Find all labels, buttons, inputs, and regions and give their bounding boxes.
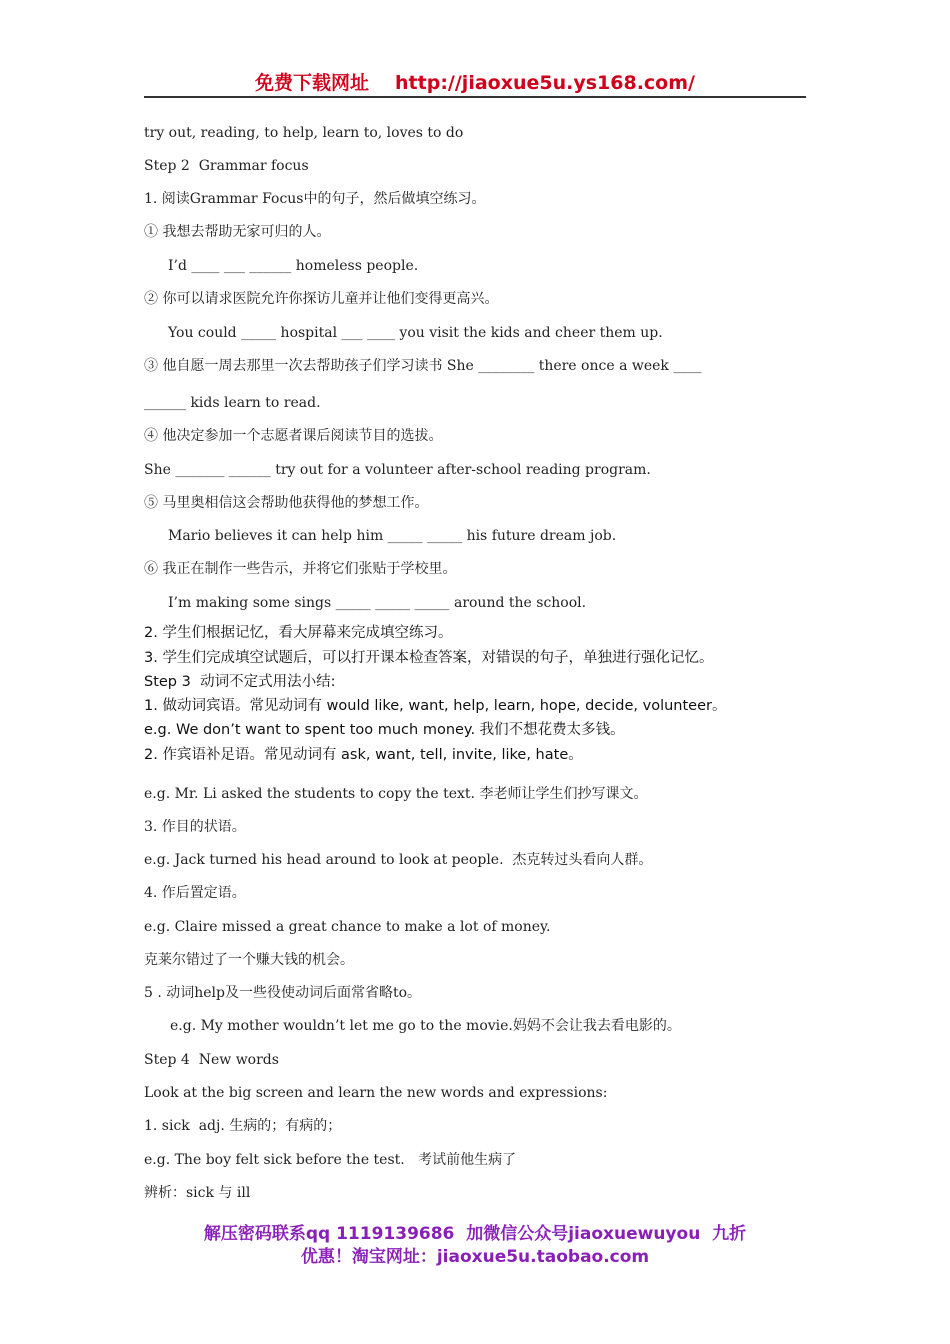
exercise-5-chinese: ⑤ 马里奥相信这会帮助他获得他的梦想工作。	[144, 495, 429, 511]
exercise-3-continuation: ______ kids learn to read.	[144, 395, 321, 411]
scan-line-2: 3. 学生们完成填空试题后，可以打开课本检查答案，对错误的句子，单独进行强化记忆。	[144, 650, 714, 666]
exercise-3-line: ③ 他自愿一周去那里一次去帮助孩子们学习读书 She ________ there once a week ____	[144, 358, 702, 374]
scan-line-example: e.g. We don’t want to spent too much money. 我们不想花费太多钱。	[144, 722, 625, 738]
word-comparison: 辨析：sick 与 ill	[144, 1185, 251, 1201]
exercise-1-english: I’d ____ ___ ______ homeless people.	[168, 258, 419, 274]
example-purpose: e.g. Jack turned his head around to look at people. 杰克转过头看向人群。	[144, 852, 653, 868]
exercise-2-english: You could _____ hospital ___ ____ you visit the kids and cheer them up.	[168, 325, 663, 341]
example-attribute-chinese: 克莱尔错过了一个赚大钱的机会。	[144, 952, 354, 968]
vocab-list-line: try out, reading, to help, learn to, loves to do	[144, 125, 464, 141]
step2-heading: Step 2 Grammar focus	[144, 158, 309, 174]
step3-heading: Step 3 动词不定式用法小结:	[144, 674, 336, 690]
new-words-instruction: Look at the big screen and learn the new words and expressions:	[144, 1085, 608, 1101]
step4-heading: Step 4 New words	[144, 1052, 279, 1068]
header-site-label: 免费下载网址	[255, 72, 370, 94]
word-sick-definition: 1. sick adj. 生病的；有病的；	[144, 1118, 342, 1134]
instruction-1: 1. 阅读Grammar Focus中的句子，然后做填空练习。	[144, 191, 486, 207]
exercise-6-chinese: ⑥ 我正在制作一些告示，并将它们张贴于学校里。	[144, 561, 457, 577]
header-banner	[144, 68, 806, 95]
example-causative: e.g. My mother wouldn’t let me go to the movie.妈妈不会让我去看电影的。	[170, 1018, 681, 1034]
usage-4-heading: 4. 作后置定语。	[144, 885, 246, 901]
header-url-link[interactable]: http://jiaoxue5u.ys168.com/	[395, 72, 695, 94]
exercise-2-chinese: ② 你可以请求医院允许你探访儿童并让他们变得更高兴。	[144, 291, 499, 307]
exercise-6-english: I’m making some sings _____ _____ _____ around the school.	[168, 595, 587, 611]
example-complement: e.g. Mr. Li asked the students to copy the text. 李老师让学生们抄写课文。	[144, 786, 648, 802]
exercise-1-chinese: ① 我想去帮助无家可归的人。	[144, 224, 331, 240]
exercise-5-english: Mario believes it can help him _____ _____ his future dream job.	[168, 528, 617, 544]
usage-3-heading: 3. 作目的状语。	[144, 819, 246, 835]
scan-line-1: 2. 学生们根据记忆，看大屏幕来完成填空练习。	[144, 625, 453, 641]
usage-5-heading: 5 . 动词help及一些役使动词后面常省略to。	[144, 985, 422, 1001]
footer-shop-line[interactable]: 优惠！淘宝网址：jiaoxue5u.taobao.com	[300, 1247, 650, 1267]
header-divider	[144, 96, 806, 98]
exercise-4-english: She _______ ______ try out for a volunteer after-school reading program.	[144, 462, 651, 478]
example-attribute: e.g. Claire missed a great chance to make a lot of money.	[144, 919, 551, 935]
word-sick-example: e.g. The boy felt sick before the test. 考试前他生病了	[144, 1152, 517, 1168]
footer-contact-line: 解压密码联系qq 1119139686 加微信公众号jiaoxuewuyou 九折	[203, 1224, 747, 1244]
exercise-4-chinese: ④ 他决定参加一个志愿者课后阅读节目的选拔。	[144, 428, 443, 444]
scan-line-object: 1. 做动词宾语。常见动词有 would like, want, help, learn, hope, decide, volunteer。	[144, 698, 727, 714]
scan-line-complement: 2. 作宾语补足语。常见动词有 ask, want, tell, invite, like, hate。	[144, 747, 583, 763]
